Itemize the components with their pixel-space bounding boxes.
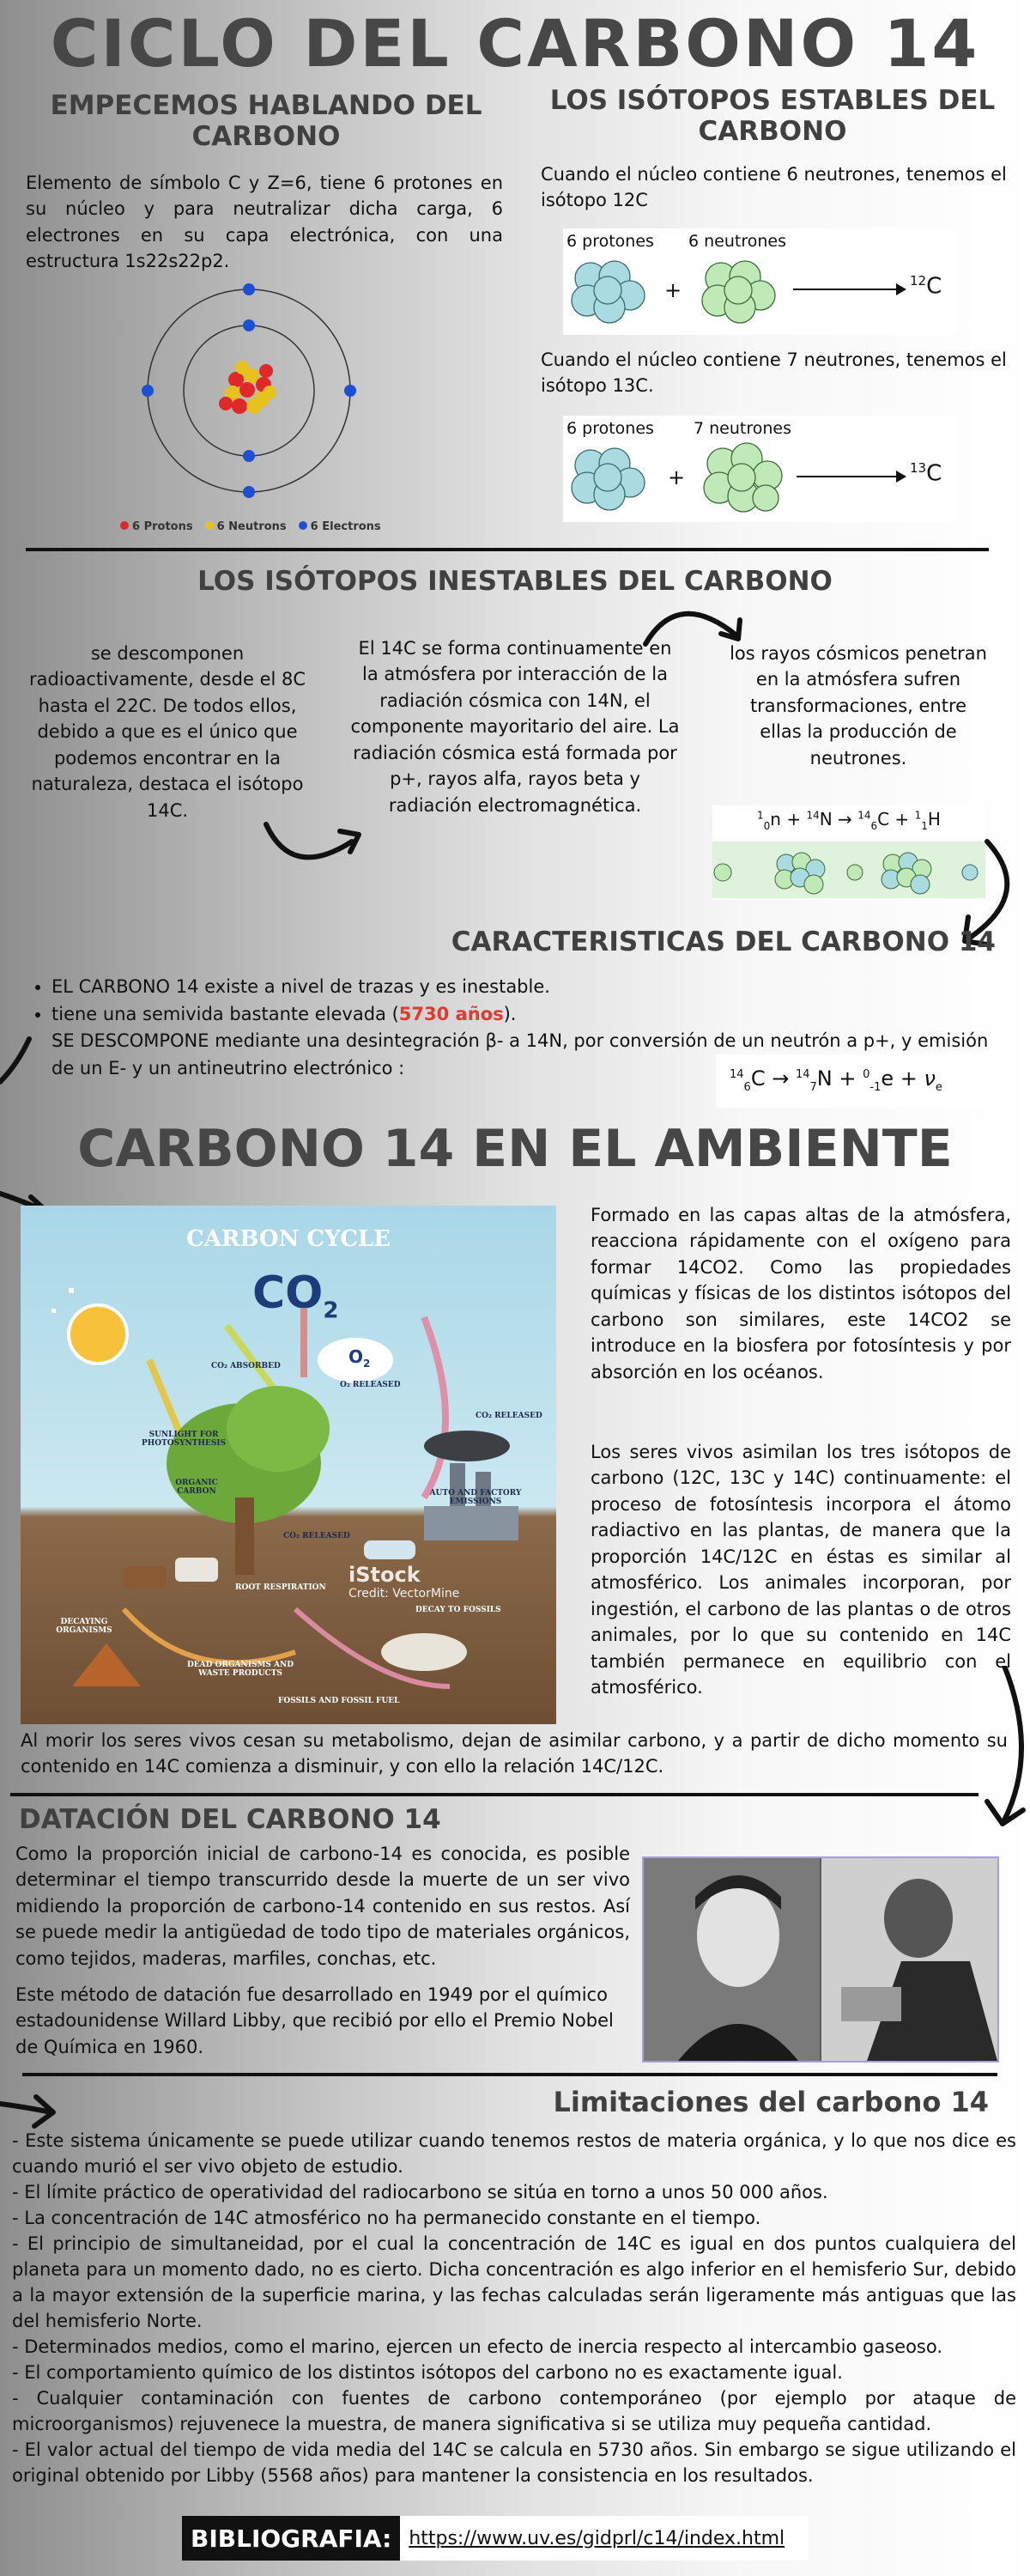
decay-equation-panel xyxy=(716,1054,982,1108)
environment-para-2: Los seres vivos asimilan los tres isótopos de carbono (12C, 13C y 14C) continuamente: el proceso de fotosíntesis incorpora el átomo radiactivo en las plantas, de manera que la proporción 14C/12C en éstas es similar al atmosférico. Los animales incorporan, por ingestión, el carbono de las plantas o de otros animales, por lo que su contenido en 14C también permanece en equilibrio con el atmosférico. xyxy=(591,1442,1011,1698)
c13-symbol: $^{13}$C xyxy=(910,460,942,487)
half-life-value: 5730 años xyxy=(398,1003,504,1024)
limitation-item: - Determinados medios, como el marino, ejercen un efecto de inercia respecto al intercambio gaseoso. xyxy=(12,2336,943,2358)
label-co2-absorbed: CO₂ ABSORBED xyxy=(211,1362,281,1370)
libby-photo-art xyxy=(644,1858,997,2061)
label-fossil-fuel: FOSSILS AND FOSSIL FUEL xyxy=(278,1697,400,1705)
limitation-item: - El valor actual del tiempo de vida media del 14C se calcula en 5730 años. Sin embargo se sigue utilizando el original obtenido por Libby (5568 años) para mantener la consistencia en los resultados. xyxy=(12,2439,1016,2487)
campfire xyxy=(72,1643,141,1686)
stable-c13-text: Cuando el núcleo contiene 7 neutrones, tenemos el isótopo 13C. xyxy=(541,349,1007,397)
c13-arrow-head xyxy=(896,471,906,483)
c12-protons-cluster xyxy=(570,258,647,330)
co2-label: $CO_2$ xyxy=(252,1267,339,1324)
characteristic-item-2: • tiene una semivida bastante elevada (5730 años). xyxy=(52,1001,1013,1029)
label-sunlight: SUNLIGHT FOR PHOTOSYNTHESIS xyxy=(141,1431,227,1448)
c12-arrow-head xyxy=(896,283,906,295)
stable-heading: LOS ISÓTOPOS ESTABLES DEL CARBONO xyxy=(549,85,996,147)
curved-arrow-left xyxy=(258,807,378,884)
environment-para-3: Al morir los seres vivos cesan su metabolismo, dejan de asimilar carbono, y a partir de dicho momento su contenido en 14C comienza a disminuir, y con ello la relación 14C/12C. xyxy=(21,1730,1008,1777)
label-co2-released: CO₂ RELEASED xyxy=(476,1412,542,1420)
label-dead-organisms: DEAD ORGANISMS AND WASTE PRODUCTS xyxy=(186,1661,294,1678)
edge-arc-left xyxy=(0,1030,34,1091)
stable-c12-text: Cuando el núcleo contiene 6 neutrones, tenemos el isótopo 12C xyxy=(541,164,1007,211)
limitations-heading: Limitaciones del carbono 14 xyxy=(553,2086,989,2118)
c12-neutrons-label: 6 neutrones xyxy=(688,232,786,251)
c12-neutrons-cluster xyxy=(700,258,778,330)
carbon-atom-diagram xyxy=(129,283,386,532)
intro-text: Elemento de símbolo C y Z=6, tiene 6 protones en su núcleo y para neutralizar dicha carga, 6 electrones en su capa electrónica, con una estructura 1s22s22p2. xyxy=(26,173,503,272)
c12-symbol: $^{12}$C xyxy=(910,273,942,300)
c13-neutrons-label: 7 neutrones xyxy=(694,419,791,438)
cow xyxy=(124,1566,167,1589)
c12-plus: + xyxy=(664,278,682,302)
factory xyxy=(424,1506,518,1540)
c13-neutrons-cluster xyxy=(702,441,785,519)
limitation-item: - La concentración de 14C atmosférico no ha permanecido constante en el tiempo. xyxy=(12,2208,761,2229)
fossil-skeleton xyxy=(381,1633,467,1671)
label-decay-fossils: DECAY TO FOSSILS xyxy=(415,1606,501,1614)
label-emissions: AUTO AND FACTORY EMISSIONS xyxy=(429,1489,522,1506)
unstable-right-text: los rayos cósmicos penetran en la atmósfera sufren transformaciones, entre ellas la producción de neutrones. xyxy=(730,643,987,769)
label-co2-released-2: CO₂ RELEASED xyxy=(283,1532,350,1540)
dating-heading: DATACIÓN DEL CARBONO 14 xyxy=(19,1804,441,1835)
carbon-cycle-diagram xyxy=(21,1206,556,1724)
divider-1 xyxy=(26,548,989,551)
limitation-item: - El límite práctico de operatividad del radiocarbono se sitúa en torno a unos 50 000 años. xyxy=(12,2182,828,2203)
credit: Credit: VectorMine xyxy=(348,1587,460,1601)
reaction-illustration xyxy=(712,841,985,898)
limitation-item: - Cualquier contaminación con fuentes de carbono contemporáneo (por ejemplo por ataque de microorganismos) rejuvenece la muestra, de manera significativa si se utiliza muy pequeña cantidad. xyxy=(12,2388,1016,2435)
nuclear-reaction-equation: $^1_0$n + $^{14}$N → $^{14}_6$C + $^1_1$H xyxy=(757,809,941,832)
unstable-heading: LOS ISÓTOPOS INESTABLES DEL CARBONO xyxy=(197,566,833,597)
diagram-title: CARBON CYCLE xyxy=(186,1226,391,1252)
page-title: CICLO DEL CARBONO 14 xyxy=(50,5,980,82)
limitations-list xyxy=(12,2128,1016,2488)
limitation-item: - El comportamiento químico de los distintos isótopos del carbono no es exactamente igual. xyxy=(12,2362,843,2384)
dating-para-2: Este método de datación fue desarrollado en 1949 por el químico estadounidense Willard Libby, que recibió por ello el Premio Nobel de Química en 1960. xyxy=(15,1984,614,2057)
label-decaying-organisms: DECAYING ORGANISMS xyxy=(56,1618,112,1635)
label-root-respiration: ROOT RESPIRATION xyxy=(235,1583,326,1592)
bibliography-label: BIBLIOGRAFIA: xyxy=(182,2516,400,2561)
libby-photo xyxy=(642,1856,999,2063)
characteristic-item-3: SE DESCOMPONE mediante una desintegración β- a 14N, por conversión de un neutrón a p+, y emisión de un E- y un antineutrino electrónico : xyxy=(52,1030,989,1078)
environment-para-1: Formado en las capas altas de la atmósfera, reacciona rápidamente con el oxígeno para formar 14CO2. Como las propiedades químicas y físicas de los distintos isótopos del carbono son similares, este 14CO2 se introduce en la biosfera por fotosíntesis y por absorción en los océanos. xyxy=(591,1205,1011,1382)
c13-protons-label: 6 protones xyxy=(566,419,654,438)
legend-protons: 6 Protons xyxy=(120,520,193,533)
divider-2 xyxy=(10,1793,978,1796)
bibliography-link[interactable]: https://www.uv.es/gidprl/c14/index.html xyxy=(409,2527,785,2549)
limitation-item: - El principio de simultaneidad, por el cual la concentración de 14C es igual en dos puntos cualquiera del planeta para un momento dado, no es cierto. Dicha concentración es algo inferior en el hemisferio Sur, debido a la mayor extensión de la superficie marina, y las fechas calculadas serán ligeramente más antiguas que las del hemisferio Norte. xyxy=(12,2233,1016,2332)
sun-icon xyxy=(69,1305,127,1364)
diagram-art xyxy=(21,1206,556,1724)
curved-arrow-top xyxy=(635,592,755,661)
dating-para-1: Como la proporción inicial de carbono-14 es conocida, es posible determinar el tiempo transcurrido desde la muerte de un ser vivo midiendo la proporción de carbono-14 contenido en sus restos. Así se puede medir la antigüedad de todo tipo de materiales orgánicos, como tejidos, maderas, marfiles, conchas, etc. xyxy=(15,1844,630,1969)
beta-decay-equation: $^{14}_6C \to ^{14}_7N + ^0_{-1}e + \nu_e$ xyxy=(730,1066,942,1094)
c12-arrow xyxy=(793,289,900,290)
c12-protons-label: 6 protones xyxy=(566,232,654,251)
car xyxy=(364,1540,415,1559)
divider-3 xyxy=(22,2073,997,2076)
o2-label: $O_2$ xyxy=(348,1346,371,1370)
nucleus xyxy=(219,361,276,414)
legend-neutrons: 6 Neutrons xyxy=(205,520,287,533)
c13-panel xyxy=(563,416,958,522)
characteristic-item-1: • EL CARBONO 14 existe a nivel de trazas y es inestable. xyxy=(52,974,1013,1001)
watermark: iStock xyxy=(348,1563,421,1587)
curved-arrow-right-2 xyxy=(978,1666,1030,1838)
reaction-panel xyxy=(712,805,985,900)
label-o2-released: O₂ RELEASED xyxy=(340,1381,401,1389)
label-organic-carbon: ORGANIC CARBON xyxy=(175,1479,218,1496)
intro-heading: EMPECEMOS HABLANDO DEL CARBONO xyxy=(50,90,482,152)
limitation-item: - Este sistema únicamente se puede utilizar cuando tenemos restos de materia orgánica, y lo que nos dice es cuando murió el ser vivo objeto de estudio. xyxy=(12,2130,1016,2178)
c12-panel xyxy=(563,228,958,335)
c13-protons-cluster xyxy=(570,445,647,517)
unstable-middle-text: El 14C se forma continuamente en la atmósfera por interacción de la radiación cósmica con 14N, el componente mayoritario del aire. La radiación cósmica está formada por p+, rayos alfa, rayos beta y radiación electromagnética. xyxy=(350,638,680,816)
unstable-left-text: se descomponen radioactivamente, desde el 8C hasta el 22C. De todos ellos, debido a que es el único que podemos encontrar en la naturaleza, destaca el isótopo 14C. xyxy=(28,643,306,821)
c13-arrow xyxy=(797,476,900,477)
environment-heading: CARBONO 14 EN EL AMBIENTE xyxy=(77,1119,953,1179)
characteristics-heading: CARACTERISTICAS DEL CARBONO 14 xyxy=(451,927,996,957)
c13-plus: + xyxy=(668,465,686,489)
legend-electrons: 6 Electrons xyxy=(299,520,381,533)
atom-legend xyxy=(120,520,412,533)
tree-trunk xyxy=(235,1498,254,1575)
bibliography-bar xyxy=(182,2516,809,2561)
